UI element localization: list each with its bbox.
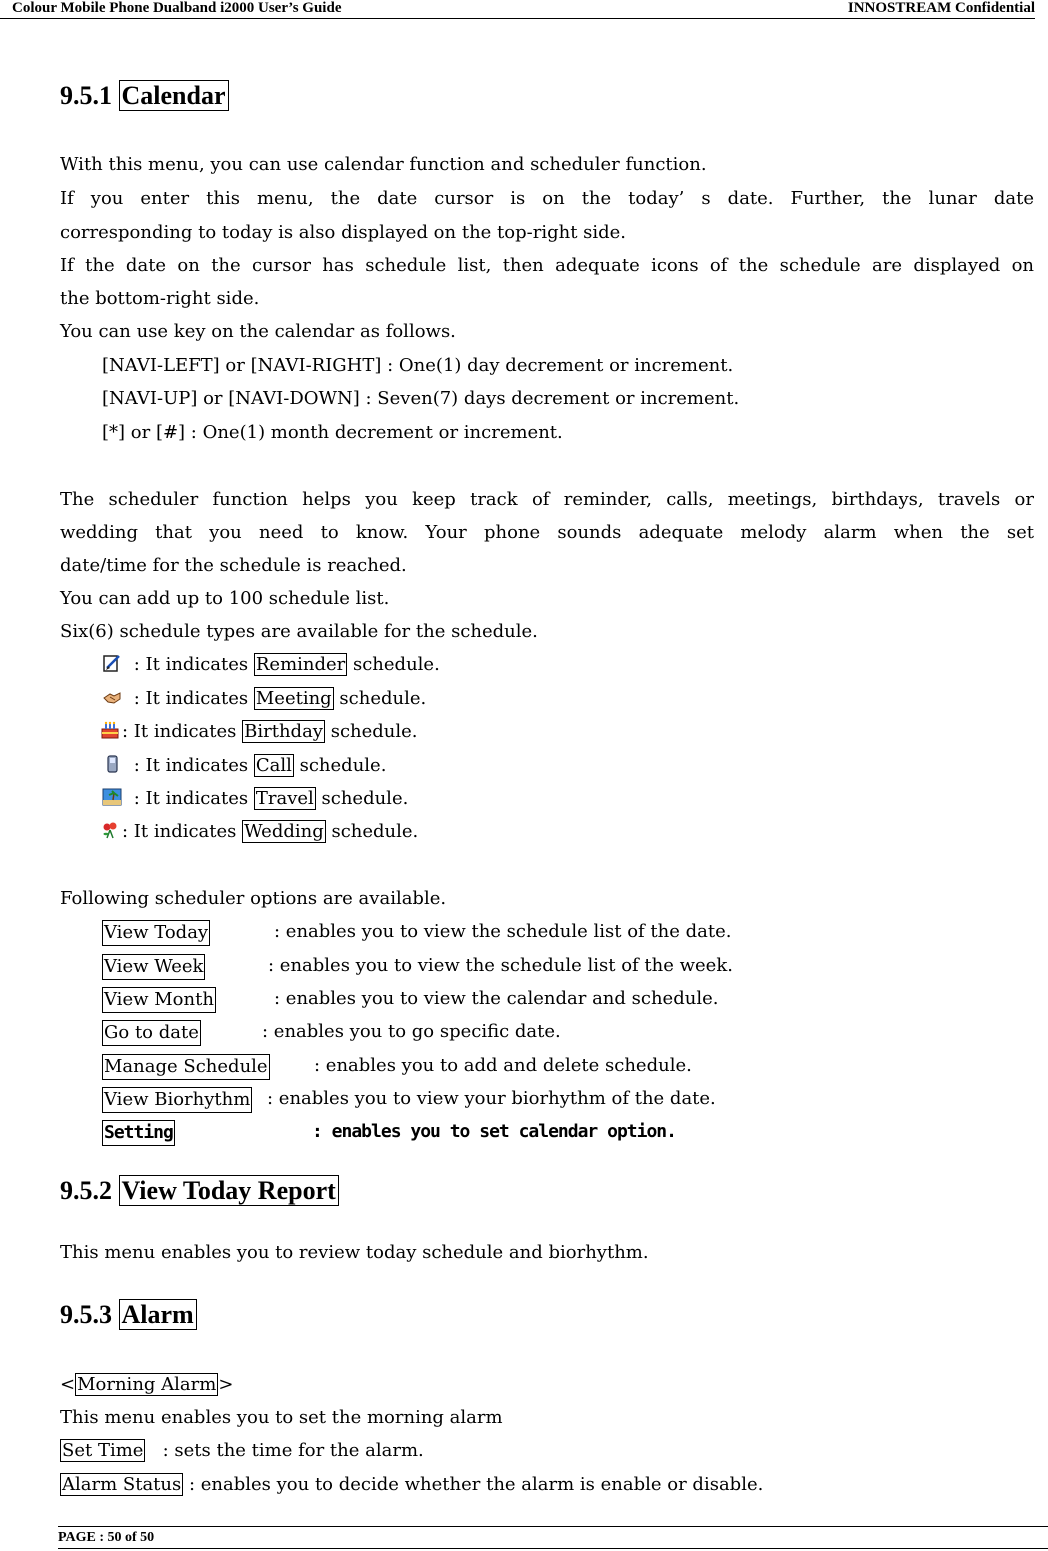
key-label: [NAVI-LEFT] [102,355,220,376]
type-suffix: schedule. [347,654,440,675]
type-prefix: : It indicates [128,654,254,675]
key-row [102,354,733,378]
alarm-option-row [60,1473,763,1497]
option-row [102,1020,561,1046]
type-suffix: schedule. [324,721,418,742]
paragraph: corresponding to today is also displayed on the top-right side. [60,222,627,243]
paragraph: date/time for the schedule is reached. [60,555,407,576]
option-desc: : enables you to set calendar option. [312,1121,676,1142]
paragraph: If you enter this menu, the date cursor is on the today’ s date. Further, the lunar date [60,188,1034,209]
option-name: Setting [102,1120,175,1146]
paragraph: You can add up to 100 schedule list. [60,588,390,609]
section-number: 9.5.3 [60,1300,112,1329]
key-label: [NAVI-RIGHT] [250,355,382,376]
paragraph: With this menu, you can use calendar function and scheduler function. [60,154,707,175]
type-name: Call [255,755,292,776]
reminder-icon [102,653,122,673]
option-name: Manage Schedule [102,1054,270,1080]
paragraph: The scheduler function helps you keep track of reminder, calls, meetings, birthdays, travels or [60,489,1034,510]
paragraph: Six(6) schedule types are available for the schedule. [60,621,538,642]
subheading-label: Morning Alarm [77,1374,217,1395]
header-left: Colour Mobile Phone Dualband i2000 User’s Guide [12,0,342,16]
bracket: < [60,1374,76,1395]
type-suffix: schedule. [315,788,409,809]
section-heading-view-today-report [60,1171,339,1211]
paragraph: If the date on the cursor has schedule list, then adequate icons of the schedule are displayed on [60,255,1034,276]
option-desc: : enables you to view your biorhythm of the date. [267,1088,716,1109]
alarm-option-row [60,1439,424,1463]
paragraph: You can use key on the calendar as follows. [60,321,456,342]
schedule-type-row [102,653,440,677]
type-name: Birthday [244,721,323,742]
type-prefix: : It indicates [122,721,243,742]
key-label: [NAVI-UP] [102,388,198,409]
option-name: View Biorhythm [102,1087,252,1113]
meeting-icon [102,687,122,707]
option-desc: : enables you to go specific date. [262,1021,561,1042]
subheading-morning-alarm [60,1373,233,1397]
type-name: Wedding [244,821,324,842]
key-row [102,387,739,411]
key-row [102,421,563,445]
section-number: 9.5.2 [60,1176,112,1205]
option-name: View Today [102,920,210,946]
option-desc: : enables you to view the schedule list of the week. [268,955,733,976]
option-row [102,954,733,980]
footer-divider [58,1548,1048,1549]
option-desc: : enables you to add and delete schedule. [314,1055,692,1076]
type-name: Reminder [255,654,346,675]
option-name: View Month [102,987,216,1013]
key-label: [NAVI-DOWN] [228,388,360,409]
schedule-type-row [102,787,408,811]
birthday-icon [100,720,120,740]
option-name: Set Time [62,1440,144,1461]
wedding-icon [100,820,120,840]
option-row [102,1054,692,1080]
key-desc: : One(1) month decrement or increment. [185,422,563,443]
option-name: View Week [102,954,205,980]
travel-icon [102,787,122,807]
paragraph: This menu enables you to review today schedule and biorhythm. [60,1242,649,1263]
type-suffix: schedule. [333,688,427,709]
type-prefix: : It indicates [122,821,243,842]
paragraph: Following scheduler options are available. [60,888,447,909]
section-number: 9.5.1 [60,81,112,110]
option-desc: : enables you to view the calendar and schedule. [274,988,719,1009]
option-row [102,987,719,1013]
schedule-type-row [100,720,418,744]
option-desc: : enables you to view the schedule list of the date. [274,921,732,942]
key-label: [#] [155,422,186,443]
call-icon [102,754,122,774]
type-suffix: schedule. [325,821,419,842]
schedule-type-row [102,687,426,711]
type-prefix: : It indicates [128,788,254,809]
header-right: INNOSTREAM Confidential [847,0,1035,16]
option-desc: : sets the time for the alarm. [145,1440,424,1461]
paragraph: wedding that you need to know. Your phone sounds adequate melody alarm when the set [60,522,1034,543]
schedule-type-row [100,820,418,844]
option-desc: : enables you to decide whether the alarm is enable or disable. [183,1474,764,1495]
key-or: or [125,422,156,443]
key-desc: : Seven(7) days decrement or increment. [359,388,740,409]
paragraph: This menu enables you to set the morning alarm [60,1407,503,1428]
option-row [102,920,732,946]
option-name: Alarm Status [62,1474,182,1495]
page-header [0,0,1035,19]
type-prefix: : It indicates [128,688,254,709]
bracket: > [218,1374,234,1395]
type-name: Meeting [255,688,332,709]
type-name: Travel [255,788,314,809]
key-desc: : One(1) day decrement or increment. [381,355,734,376]
footer-divider [58,1526,1048,1527]
option-row [102,1120,676,1146]
section-title: Calendar [119,80,229,111]
key-label: [*] [102,422,126,443]
paragraph: the bottom-right side. [60,288,260,309]
page-footer: PAGE : 50 of 50 [58,1530,155,1545]
section-title: View Today Report [119,1175,339,1206]
type-suffix: schedule. [293,755,387,776]
key-or: or [219,355,251,376]
section-heading-calendar [60,76,229,116]
option-name: Go to date [102,1020,201,1046]
type-prefix: : It indicates [128,755,254,776]
section-heading-alarm [60,1295,197,1335]
option-row [102,1087,716,1113]
schedule-type-row [102,754,386,778]
key-or: or [197,388,229,409]
section-title: Alarm [119,1299,197,1330]
